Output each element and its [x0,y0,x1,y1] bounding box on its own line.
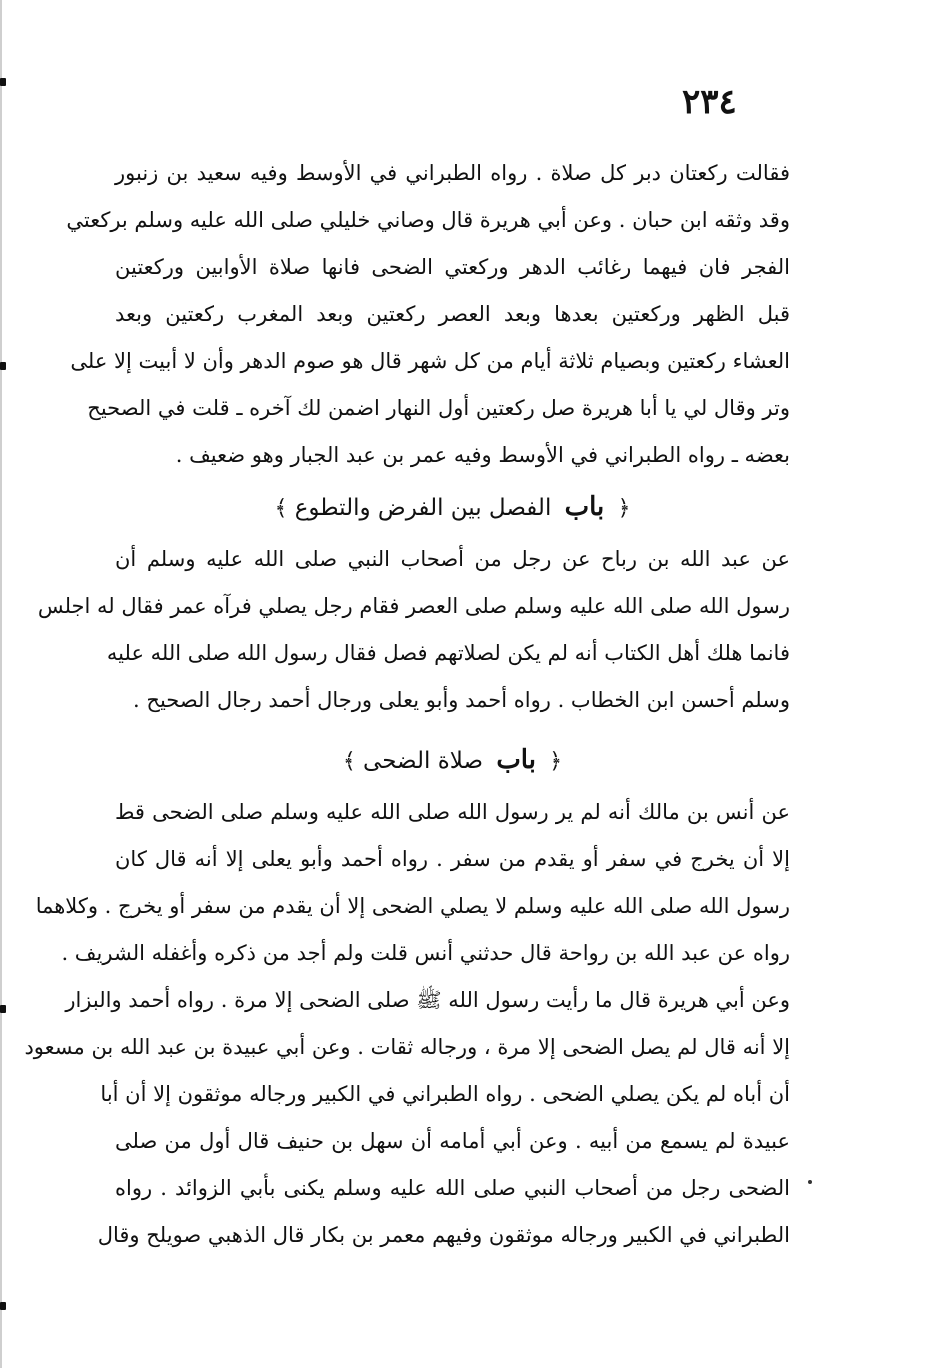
text-line: وعن أبي هريرة قال ما رأيت رسول الله ﷺ صلى الضحى إلا مرة . رواه أحمد والبزار [65,988,790,1012]
text-line: وتر وقال لي يا أبا هريرة صل ركعتين أول النهار اضمن لك آخره ـ قلت في الصحيح [87,396,790,420]
heading-bab-word: باب [496,745,536,775]
section-2 [37,536,790,724]
text-line: وقد وثقه ابن حبان . وعن أبي هريرة قال وصاني خليلي صلى الله عليه وسلم بركعتي [66,208,790,232]
chapter-heading [115,479,790,536]
text-line: فانما هلك أهل الكتاب أنه لم يكن لصلاتهم فصل فقال رسول الله صلى الله عليه [106,641,790,665]
text-line: عبيدة لم يسمع من أبيه . وعن أبي أمامه أن سهل بن حنيف قال أول من صلى [115,1129,790,1153]
section-1 [66,150,790,479]
text-line: رسول الله صلى الله عليه وسلم لا يصلي الضحى إلا أن يقدم من سفر أو يخرج . وكلاهما [35,894,790,918]
heading-bab-word: باب [564,492,605,522]
text-line: الضحى رجل من أصحاب النبي صلى الله عليه وسلم يكنى بأبي الزوائد . رواه [115,1176,790,1200]
margin-dot [808,1180,812,1184]
text-line: إلا أنه قال لم يصل الضحى إلا مرة ، ورجاله ثقات . وعن أبي عبيدة بن عبد الله بن مسعود [24,1035,790,1059]
heading-open-bracket: ﴿ [549,749,563,774]
page-number: ٢٣٤ [682,82,737,122]
section-3 [24,789,790,1259]
text-line: رسول الله صلى الله عليه وسلم صلى العصر فقام رجل يصلي فرآه عمر فقال له اجلس [37,594,790,618]
heading-open-bracket: ﴿ [617,496,631,521]
heading-close-bracket: ﴾ [274,496,288,521]
text-line: وسلم أحسن ابن الخطاب . رواه أحمد وأبو يعلى ورجال أحمد رجال الصحيح . [133,688,790,712]
margin-mark [0,78,6,86]
margin-mark [0,1005,6,1013]
margin-mark [0,362,6,370]
text-block [24,150,790,1259]
text-line: بعضه ـ رواه الطبراني في الأوسط وفيه عمر بن عبد الجبار وهو ضعيف . [175,443,790,467]
heading-close-bracket: ﴾ [342,749,356,774]
text-line: الطبراني في الكبير ورجاله موثقون وفيهم معمر بن بكار قال الذهبي صويلح وقال [97,1223,790,1247]
text-line: عن عبد الله بن رباح عن رجل من أصحاب النبي صلى الله عليه وسلم أن [115,547,790,571]
heading-title: الفصل بين الفرض والتطوع [294,495,552,521]
heading-title: صلاة الضحى [363,748,484,774]
text-line: الفجر فان فيهما رغائب الدهر وركعتي الضحى فانها صلاة الأوابين وركعتين [115,255,790,279]
chapter-heading [115,732,790,789]
text-line: عن أنس بن مالك أنه لم ير رسول الله صلى الله عليه وسلم صلى الضحى قط [115,800,790,824]
text-line: فقالت ركعتان دبر كل صلاة . رواه الطبراني في الأوسط وفيه سعيد بن زنبور [115,161,790,185]
text-line: إلا أن يخرج في سفر أو يقدم من سفر . رواه أحمد وأبو يعلى إلا أنه قال كان [115,847,790,871]
text-line: رواه عن عبد الله بن رواحة قال حدثني أنس قلت ولم أجد من ذكره وأغفله الشريف . [61,941,790,965]
text-line: العشاء ركعتين وبصيام ثلاثة أيام من كل شهر قال هو صوم الدهر وأن لا أبيت إلا على [70,349,790,373]
margin-mark [0,1302,6,1310]
text-line: قبل الظهر وركعتين بعدها وبعد العصر ركعتين وبعد المغرب ركعتين وبعد [115,302,790,326]
text-line: أن أباه لم يكن يصلي الضحى . رواه الطبراني في الكبير ورجاله موثقون إلا أن أبا [100,1082,790,1106]
